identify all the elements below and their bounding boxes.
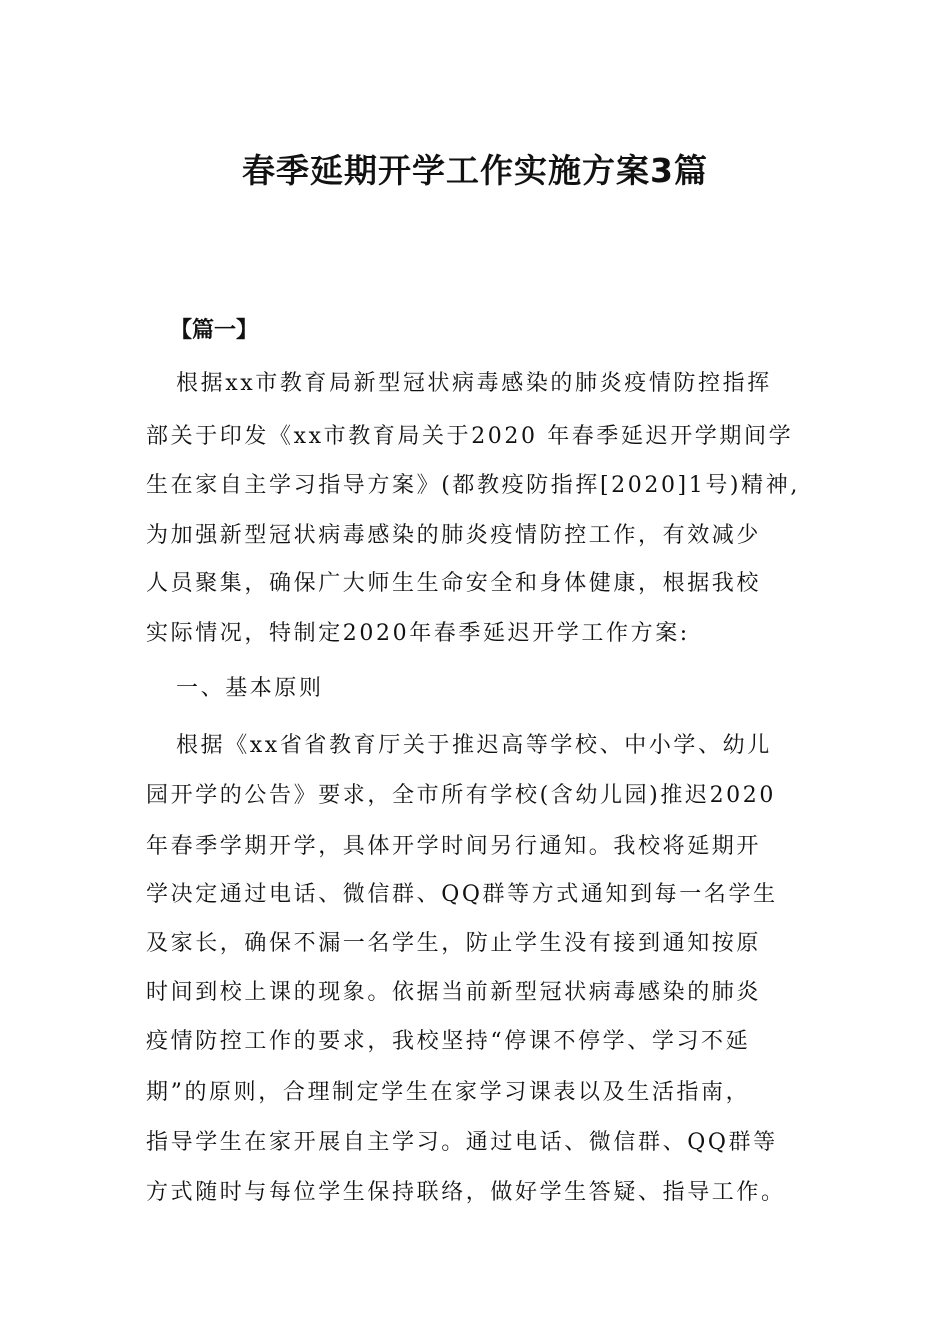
document-title: 春季延期开学工作实施方案3篇 bbox=[242, 151, 708, 190]
paragraph-line: 时间到校上课的现象。依据当前新型冠状病毒感染的肺炎 bbox=[146, 980, 762, 1005]
paragraph-line: 及家长，确保不漏一名学生，防止学生没有接到通知按原 bbox=[146, 931, 762, 956]
paragraph-line: 学决定通过电话、微信群、QQ群等方式通知到每一名学生 bbox=[146, 882, 778, 907]
paragraph-line: 指导学生在家开展自主学习。通过电话、微信群、QQ群等 bbox=[146, 1130, 778, 1155]
paragraph-line: 根据《xx省省教育厅关于推迟高等学校、中小学、幼儿 bbox=[176, 733, 772, 758]
paragraph-line: 疫情防控工作的要求，我校坚持“停课不停学、学习不延 bbox=[146, 1029, 751, 1054]
paragraph-line: 为加强新型冠状病毒感染的肺炎疫情防控工作，有效减少 bbox=[146, 523, 762, 548]
paragraph-line: 根据xx市教育局新型冠状病毒感染的肺炎疫情防控指挥 bbox=[176, 371, 772, 396]
paragraph-line: 期”的原则，合理制定学生在家学习课表以及生活指南， bbox=[146, 1080, 751, 1105]
section-heading: 一、基本原则 bbox=[176, 676, 324, 701]
paragraph-line: 年春季学期开学，具体开学时间另行通知。我校将延期开 bbox=[146, 834, 762, 859]
paragraph-line: 人员聚集，确保广大师生生命安全和身体健康，根据我校 bbox=[146, 571, 762, 596]
paragraph-line: 实际情况，特制定2020年春季延迟开学工作方案: bbox=[146, 621, 690, 646]
paragraph-line: 方式随时与每位学生保持联络，做好学生答疑、指导工作。 bbox=[146, 1180, 786, 1205]
paragraph-line: 园开学的公告》要求，全市所有学校(含幼儿园)推迟2020 bbox=[146, 783, 776, 808]
section-tag: 【篇一】 bbox=[170, 317, 259, 343]
paragraph-line: 生在家自主学习指导方案》(都教疫防指挥[2020]1号)精神, bbox=[146, 473, 800, 498]
paragraph-line: 部关于印发《xx市教育局关于2020 年春季延迟开学期间学 bbox=[146, 424, 794, 449]
